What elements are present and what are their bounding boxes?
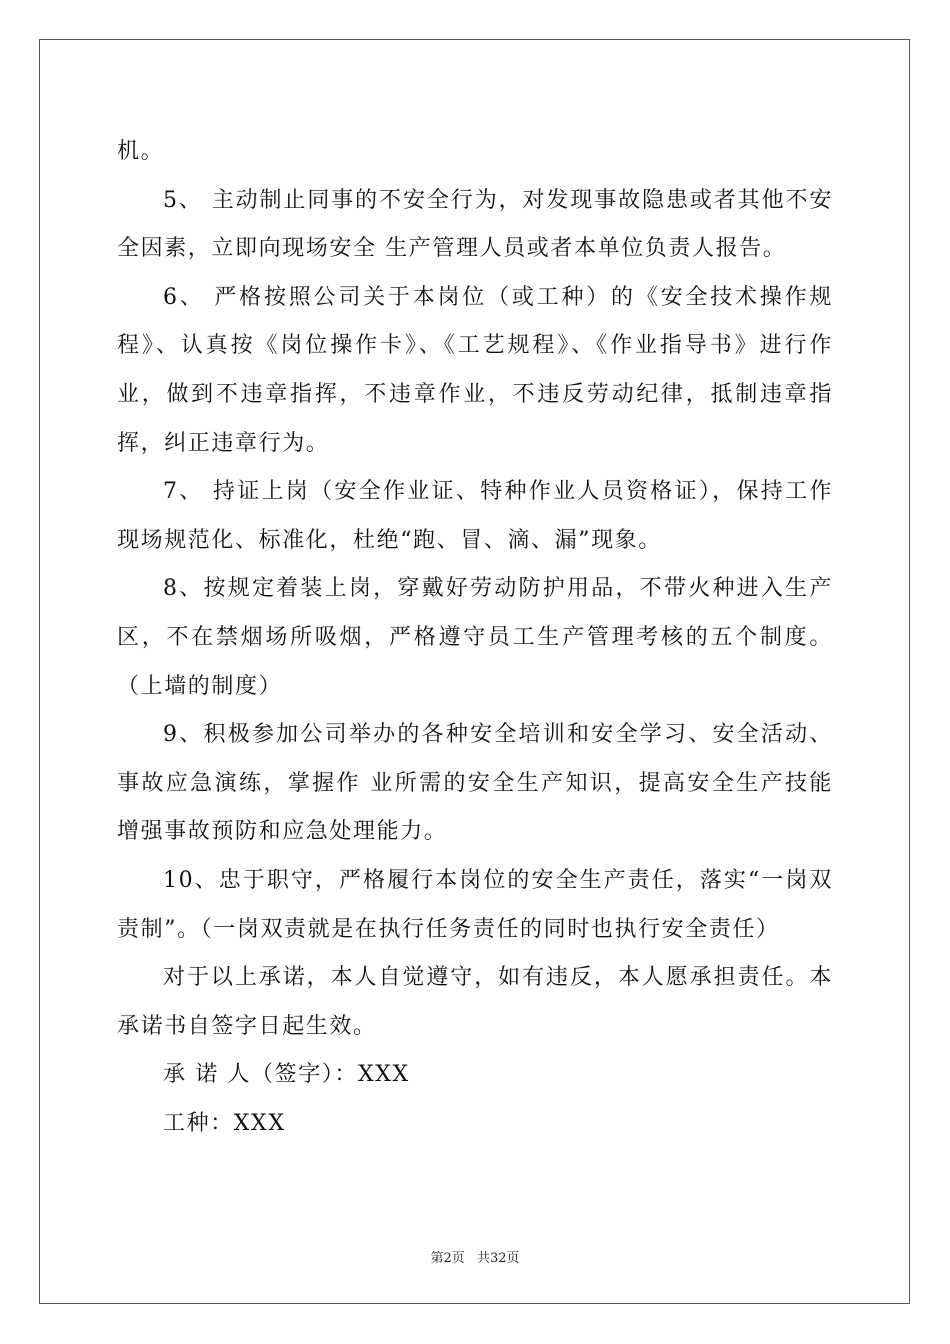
page-number: 第2页 [430, 1251, 465, 1266]
page-footer [0, 1247, 950, 1266]
paragraph-item-7: 7、 持证上岗（安全作业证、特种作业人员资格证），保持工作现场规范化、标准化，杜绝“跑、冒、滴、漏”现象。 [117, 479, 833, 553]
job-type-line: 工种：XXX [163, 1110, 286, 1136]
signature-line: 承 诺 人（签字）：XXX [163, 1062, 410, 1088]
paragraph-item-9: 9、积极参加公司举办的各种安全培训和安全学习、安全活动、事故应急演练，掌握作 业所需的安全生产知识，提高安全生产技能增强事故预防和应急处理能力。 [117, 722, 833, 845]
paragraph-item-10: 10、忠于职守，严格履行本岗位的安全生产责任，落实“一岗双责制”。（一岗双责就是在执行任务责任的同时也执行安全责任） [117, 867, 833, 942]
paragraph-item-5: 5、 主动制止同事的不安全行为，对发现事故隐患或者其他不安全因素，立即向现场安全 生产管理人员或者本单位负责人报告。 [117, 187, 833, 262]
page-total: 共32页 [476, 1251, 520, 1266]
paragraph-commitment: 对于以上承诺，本人自觉遵守，如有违反，本人愿承担责任。本承诺书自签字日起生效。 [117, 965, 833, 1039]
paragraph-item-8: 8、按规定着装上岗，穿戴好劳动防护用品，不带火种进入生产区，不在禁烟场所吸烟，严格遵守员工生产管理考核的五个制度。（上墙的制度） [117, 576, 833, 699]
paragraph-continuation: 机。 [117, 139, 165, 164]
paragraph-item-6: 6、 严格按照公司关于本岗位（或工种）的《安全技术操作规程》、认真按《岗位操作卡》、《工艺规程》、《作业指导书》进行作业，做到不违章指挥，不违章作业，不违反劳动纪律，抵制违章指挥，纠正违章行为。 [117, 284, 833, 456]
document-body [117, 128, 833, 1148]
